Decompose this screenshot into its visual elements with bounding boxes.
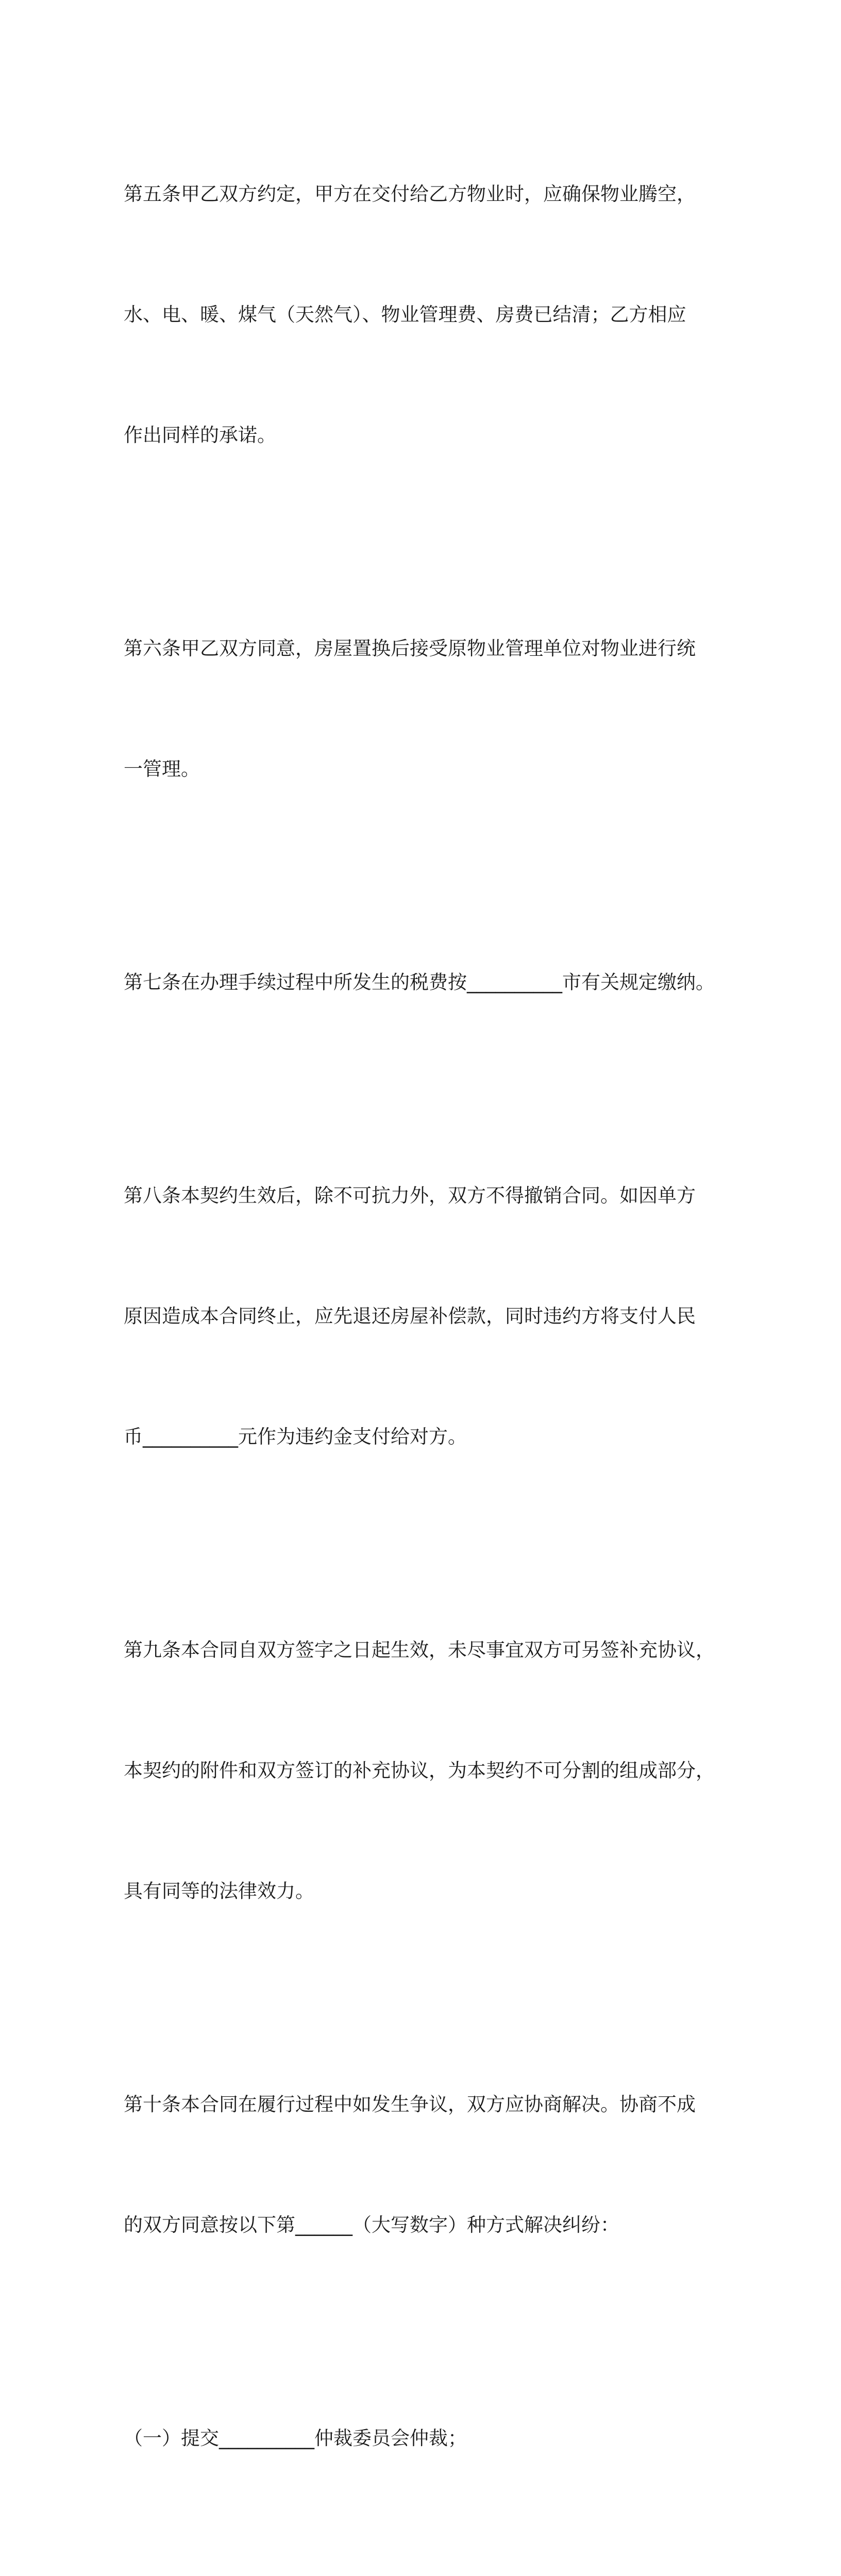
text-line: 第十条本合同在履行过程中如发生争议，双方应协商解决。协商不成 <box>124 2093 696 2115</box>
article-10-paragraph <box>124 2004 721 2326</box>
article-7-paragraph <box>124 882 721 1083</box>
article-9-paragraph <box>124 1550 721 1992</box>
text-line: 本契约的附件和双方签订的补充协议，为本契约不可分割的组成部分， <box>124 1759 715 1782</box>
text-line: 币__________元作为违约金支付给对方。 <box>124 1426 467 1448</box>
text-line: 第八条本契约生效后，除不可抗力外，双方不得撤销合同。如因单方 <box>124 1184 696 1207</box>
text-line: 一管理。 <box>124 758 200 780</box>
text-line: 第九条本合同自双方签字之日起生效，未尽事宜双方可另签补充协议， <box>124 1639 715 1661</box>
text-line: 第五条甲乙双方约定，甲方在交付给乙方物业时，应确保物业腾空， <box>124 183 696 205</box>
text-line: 第六条甲乙双方同意，房屋置换后接受原物业管理单位对物业进行统 <box>124 637 696 659</box>
article-8-paragraph <box>124 1095 721 1537</box>
document-body <box>124 94 721 2576</box>
text-line: 第七条在办理手续过程中所发生的税费按__________市有关规定缴纳。 <box>124 971 715 993</box>
text-line: 的双方同意按以下第______（大写数字）种方式解决纠纷： <box>124 2214 619 2236</box>
text-line: 原因造成本合同终止，应先退还房屋补偿款，同时违约方将支付人民 <box>124 1305 696 1327</box>
text-line: （一）提交__________仲裁委员会仲裁； <box>124 2427 467 2449</box>
article-5-paragraph <box>124 94 721 536</box>
text-line: 水、电、暖、煤气（天然气）、物业管理费、房费已结清；乙方相应 <box>124 303 686 326</box>
text-line: 作出同样的承诺。 <box>124 424 276 446</box>
dispute-option-2 <box>124 2551 721 2576</box>
article-6-paragraph <box>124 548 721 870</box>
dispute-option-1 <box>124 2338 721 2539</box>
text-line: 具有同等的法律效力。 <box>124 1880 314 1902</box>
